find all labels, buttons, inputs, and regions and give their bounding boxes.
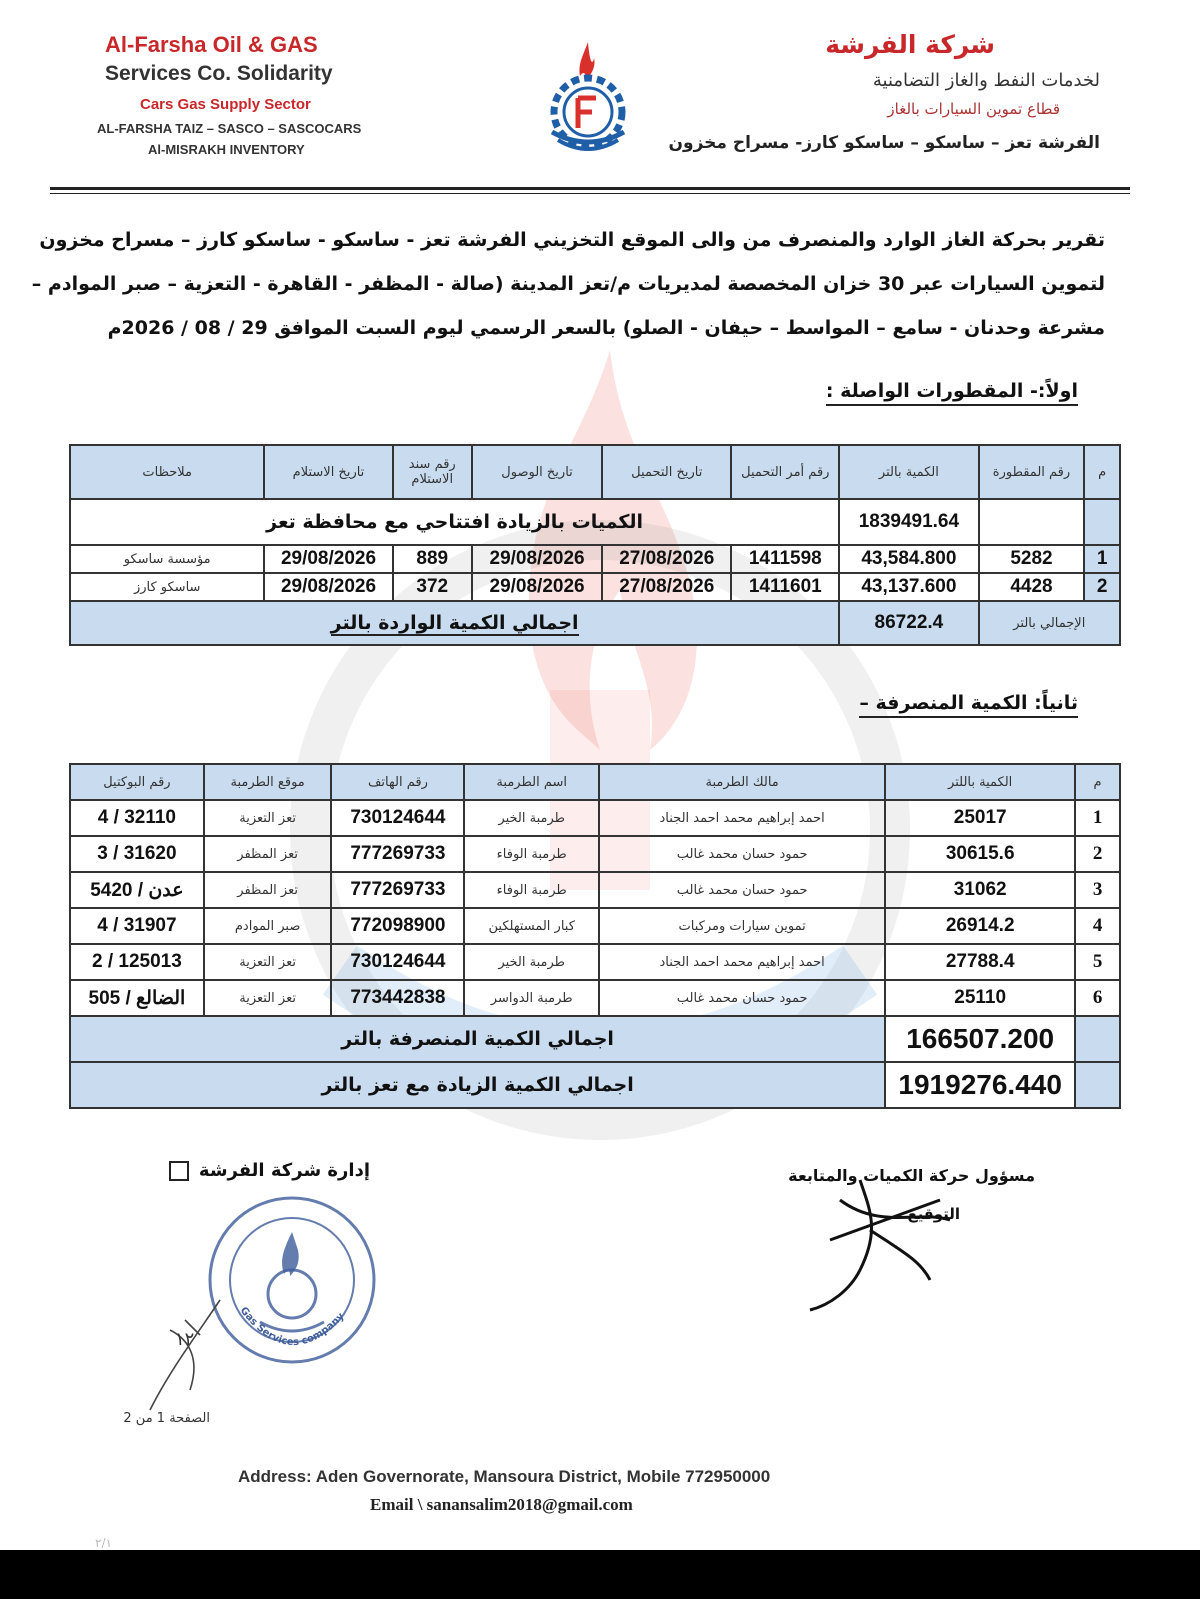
checkbox-icon [169,1161,189,1181]
dispensed-total-label: اجمالي الكمية المنصرفة بالتر [70,1016,885,1062]
signature-label: التوقيع [907,1205,960,1223]
page-mark: ٢/١ [95,1536,112,1550]
header-cell: الكمية بالتر [839,445,978,499]
header-cell: رقم سند الاستلام [393,445,472,499]
management-label: إدارة شركة الفرشة [169,1160,370,1181]
table-row: 4 26914.2 تموين سيارات ومركبات كبار المستهلكين 772098900 صبر الموادم 31907 / 4 [70,908,1120,944]
header-cell: مالك الطرمبة [599,764,885,800]
surplus-total-label: اجمالي الكمية الزيادة مع تعز بالتر [70,1062,885,1108]
section2-title: ثانياً: الكمية المنصرفة – [859,692,1078,718]
company-name-en: Al-Farsha Oil & GAS [105,32,318,57]
company-subtitle-ar: لخدمات النفط والغاز التضامنية [872,70,1100,91]
header-cell: رقم الهاتف [331,764,464,800]
intro-line-3: مشرعة وحدنان - سامع – المواسط – حيفان - الصلو) بالسعر الرسمي ليوم السبت الموافق 29 / 08 / 2026م [107,317,1105,339]
table-row: 5 27788.4 احمد إبراهيم محمد احمد الجناد طرمبة الخير 730124644 تعز التعزية 125013 / 2 [70,944,1120,980]
table-row: 2 4428 43,137.600 1411601 27/08/2026 29/08/2026 372 29/08/2026 ساسكو كارز [70,573,1120,601]
opening-qty: 1839491.64 [839,499,978,545]
table-header-row [70,445,1120,499]
section1-title: اولاً:- المقطورات الواصلة : [826,380,1078,402]
intro-line-1: تقرير بحركة الغاز الوارد والمنصرف من والى الموقع التخزيني الفرشة تعز - ساسكو - ساسكو كارز – مسراح مخزون [39,229,1105,251]
table-header-row [70,764,1120,800]
header-cell: م [1084,445,1120,499]
table-row: 3 31062 حمود حسان محمد غالب طرمبة الوفاء 777269733 تعز المظفر عدن / 5420 [70,872,1120,908]
bottom-bar [0,1550,1200,1599]
email: Email \ sanansalim2018@gmail.com [370,1495,633,1514]
header-cell: موقع الطرمبة [204,764,332,800]
inventory-en: Al-MISRAKH INVENTORY [148,142,305,157]
header-cell: الكمية باللتر [885,764,1075,800]
opening-label: الكميات بالزيادة افتتاحي مع محافظة تعز [70,499,839,545]
surplus-total-qty: 1919276.440 [885,1062,1075,1108]
header-divider [50,187,1130,190]
total-label-short: الإجمالي بالتر [979,601,1120,645]
header-cell: تاريخ الوصول [472,445,602,499]
table-row: 6 25110 حمود حسان محمد غالب طرمبة الدواسر 773442838 تعز التعزية الضالع / 505 [70,980,1120,1016]
report-intro [31,218,1105,350]
incoming-total-qty: 86722.4 [839,601,978,645]
officer-signature [800,1170,980,1320]
svg-text:١٢: ١٢ [175,1329,195,1350]
table-row: 2 30615.6 حمود حسان محمد غالب طرمبة الوفاء 777269733 تعز المظفر 31620 / 3 [70,836,1120,872]
quantities-officer-label: مسؤول حركة الكميات والمتابعة [788,1166,1035,1185]
header-cell: رقم أمر التحميل [731,445,839,499]
header-cell: رقم البوكتيل [70,764,204,800]
page-number: الصفحة 1 من 2 [123,1411,210,1426]
header-cell: رقم المقطورة [979,445,1085,499]
company-subtitle-en: Services Co. Solidarity [105,62,333,85]
header-cell: ملاحظات [70,445,264,499]
incoming-total-row [70,601,1120,645]
dispensed-quantity-table [69,763,1121,1109]
incoming-trailers-table [69,444,1121,646]
branches-en: AL-FARSHA TAIZ – SASCO – SASCOCARS [97,121,362,136]
intro-line-2: لتموين السيارات عبر 30 خزان المخصصة لمديريات م/تعز المدينة (صالة - المظفر - القاهرة - التعزية – صبر الموادم – [31,273,1105,295]
header-cell: اسم الطرمبة [464,764,599,800]
header-cell: تاريخ الاستلام [264,445,392,499]
stamp-text: Gas Services company [237,1305,347,1349]
opening-balance-row [70,499,1120,545]
dispensed-total-qty: 166507.200 [885,1016,1075,1062]
table-row: 1 5282 43,584.800 1411598 27/08/2026 29/08/2026 889 29/08/2026 مؤسسة ساسكو [70,545,1120,573]
address: Address: Aden Governorate, Mansoura District, Mobile 772950000 [238,1467,771,1486]
sector-ar: قطاع تموين السيارات بالغاز [887,100,1060,118]
company-logo [538,40,638,155]
branches-ar: الفرشة تعز – ساسكو – ساسكو كارز- مسراح مخزون [668,133,1100,153]
sector-en: Cars Gas Supply Sector [140,96,311,113]
header-divider-thin [50,193,1130,194]
header-cell: م [1075,764,1120,800]
dispensed-total-row [70,1016,1120,1062]
surplus-total-row [70,1062,1120,1108]
incoming-total-label: اجمالي الكمية الواردة بالتر [70,601,839,645]
table-row: 1 25017 احمد إبراهيم محمد احمد الجناد طرمبة الخير 730124644 تعز التعزية 32110 / 4 [70,800,1120,836]
header-cell: تاريخ التحميل [602,445,731,499]
company-name-ar: شركة الفرشة [825,30,995,59]
management-signature [130,1290,250,1420]
